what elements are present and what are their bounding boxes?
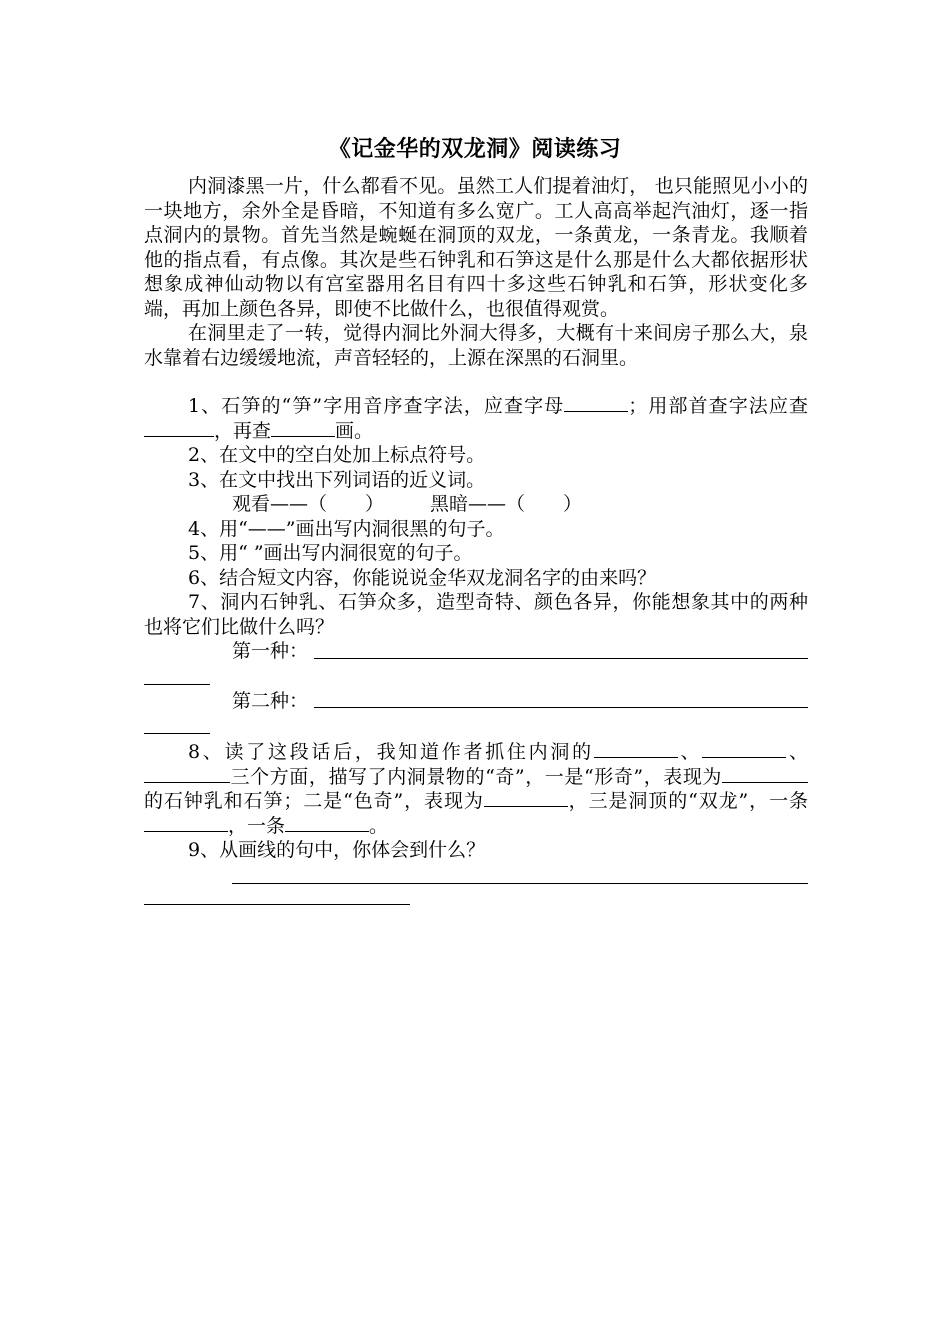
question-4: 4、用“——”画出写内洞很黑的句子。: [188, 517, 505, 540]
question-8-text-g: ，一条: [228, 814, 286, 837]
answer-blank[interactable]: [144, 765, 230, 783]
question-2: 2、在文中的空白处加上标点符号。: [188, 444, 486, 466]
answer-blank[interactable]: [484, 789, 568, 807]
question-7-first-row: [144, 639, 808, 664]
question-8-text-h: 。: [369, 814, 389, 837]
answer-line[interactable]: [232, 863, 808, 884]
answer-blank[interactable]: [722, 765, 808, 783]
synonym-item-2: 黑暗——（ ）: [430, 493, 583, 515]
answer-line[interactable]: [314, 658, 808, 659]
question-8: [144, 740, 808, 838]
question-8-text-e: 的石钟乳和石笋；二是“色奇”，表现为: [144, 790, 484, 812]
answer-blank[interactable]: [144, 419, 214, 437]
question-6: 6、结合短文内容，你能说说金华双龙洞名字的由来吗？: [188, 566, 657, 589]
question-8-text-f: ，三是洞顶的“双龙”，一条: [567, 790, 808, 812]
answer-line[interactable]: [144, 713, 210, 734]
question-5: 5、用“ ”画出写内洞很宽的句子。: [188, 542, 473, 564]
question-8-text-a: 8、读了这段话后，我知道作者抓住内洞的: [188, 741, 594, 763]
question-7-second-row: [144, 689, 808, 714]
question-7-second-label: 第二种：: [232, 689, 309, 712]
question-1: [144, 394, 808, 443]
answer-line[interactable]: [144, 884, 410, 905]
passage-paragraph-1: 内洞漆黑一片，什么都看不见。虽然工人们提着油灯， 也只能照见小小的一块地方，余外全是昏暗，不知道有多么宽广。工人高高举起汽油灯，逐一指点洞内的景物。首先当然是蜿蜒在洞顶的双龙，一条黄龙，一条青龙。我顺着他的指点看，有点像。其次是些石钟乳和石笋这是什么那是什么大都依据形状想象成神仙动物以有宫室器用名目有四十多这些石钟乳和石笋，形状变化多端，再加上颜色各异，即使不比做什么，也很值得观赏。: [144, 175, 808, 320]
passage-paragraph-2: 在洞里走了一转，觉得内洞比外洞大得多，大概有十来间房子那么大，泉水靠着右边缓缓地流，声音轻轻的，上源在深黑的石洞里。: [144, 322, 808, 369]
answer-blank[interactable]: [285, 814, 369, 832]
page-title: 《记金华的双龙洞》阅读练习: [328, 137, 622, 162]
answer-blank[interactable]: [594, 740, 678, 758]
question-1-text-b: ；用部首查字法应查: [628, 395, 808, 417]
question-8-text-d: 三个方面，描写了内洞景物的“奇”，一是“形奇”，表现为: [230, 765, 722, 788]
question-7-first-label: 第一种：: [232, 640, 309, 662]
question-1-text-a: 1、石笋的“笋”字用音序查字法，应查字母: [188, 395, 565, 417]
question-7: 7、洞内石钟乳、石笋众多，造型奇特、颜色各异，你能想象其中的两种也将它们比做什么吗？: [144, 591, 808, 638]
answer-blank[interactable]: [564, 394, 628, 412]
answer-blank[interactable]: [144, 814, 228, 832]
spacer: [144, 370, 808, 394]
question-8-text-c: 、: [786, 741, 808, 763]
question-1-text-d: 画。: [335, 419, 374, 442]
question-9: 9、从画线的句中，你体会到什么？: [188, 839, 486, 861]
question-1-text-c: ，再查: [214, 419, 272, 442]
synonym-item-1: 观看——（ ）: [232, 493, 385, 515]
question-3: 3、在文中找出下列词语的近义词。: [188, 468, 486, 491]
answer-blank[interactable]: [702, 740, 786, 758]
answer-blank[interactable]: [271, 419, 335, 437]
answer-line[interactable]: [314, 707, 808, 708]
document-body: [144, 174, 808, 905]
question-8-text-b: 、: [677, 741, 703, 763]
question-3-items: [144, 492, 808, 517]
answer-line[interactable]: [144, 664, 210, 685]
